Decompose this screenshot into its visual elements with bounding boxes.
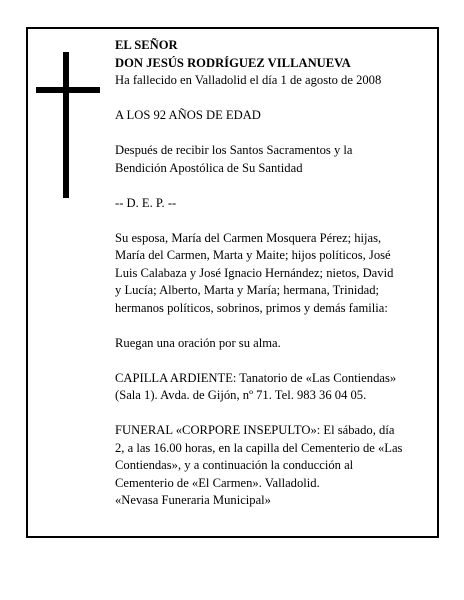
family-line: hermanos políticos, sobrinos, primos y demás familia: bbox=[115, 300, 388, 315]
family-line: María del Carmen, Marta y Maite; hijos políticos, José bbox=[115, 248, 391, 262]
family-line: Su esposa, María del Carmen Mosquera Pérez; hijas, bbox=[115, 230, 382, 245]
chapel-line: CAPILLA ARDIENTE: Tanatorio de «Las Contiendas» bbox=[115, 370, 397, 385]
cross-icon bbox=[36, 52, 100, 198]
obituary-text bbox=[115, 37, 431, 510]
rip-line: -- D. E. P. -- bbox=[115, 195, 177, 210]
funeral-line: 2, a las 16.00 horas, en la capilla del Cementerio de «Las bbox=[115, 440, 403, 455]
passing-statement: Ha fallecido en Valladolid el día 1 de agosto de 2008 bbox=[115, 73, 382, 87]
chapel-line: (Sala 1). Avda. de Gijón, nº 71. Tel. 983 36 04 05. bbox=[115, 388, 367, 402]
funeral-line: Cementerio de «El Carmen». Valladolid. bbox=[115, 475, 320, 490]
family-line: y Lucía; Alberto, Marta y María; hermana, Trinidad; bbox=[115, 283, 380, 297]
deceased-name: DON JESÚS RODRÍGUEZ VILLANUEVA bbox=[115, 55, 351, 70]
sacraments-line: Después de recibir los Santos Sacramentos y la bbox=[115, 143, 353, 157]
spacer bbox=[115, 405, 431, 423]
funeral-home: «Nevasa Funeraria Municipal» bbox=[115, 493, 271, 507]
age-statement: A LOS 92 AÑOS DE EDAD bbox=[115, 108, 261, 122]
spacer bbox=[115, 212, 431, 230]
prayer-line: Ruegan una oración por su alma. bbox=[115, 335, 281, 350]
deceased-title: EL SEÑOR bbox=[115, 38, 178, 52]
cross-vertical-bar bbox=[63, 52, 69, 198]
cross-horizontal-bar bbox=[36, 87, 100, 93]
funeral-line: FUNERAL «CORPORE INSEPULTO»: El sábado, día bbox=[115, 423, 395, 437]
spacer bbox=[115, 90, 431, 108]
spacer bbox=[115, 317, 431, 335]
sacraments-line: Bendición Apostólica de Su Santidad bbox=[115, 160, 303, 175]
spacer bbox=[115, 352, 431, 370]
spacer bbox=[115, 125, 431, 143]
funeral-line: Contiendas», y a continuación la conducción al bbox=[115, 458, 354, 472]
family-line: Luis Calabaza y José Ignacio Hernández; nietos, David bbox=[115, 265, 394, 280]
spacer bbox=[115, 177, 431, 195]
